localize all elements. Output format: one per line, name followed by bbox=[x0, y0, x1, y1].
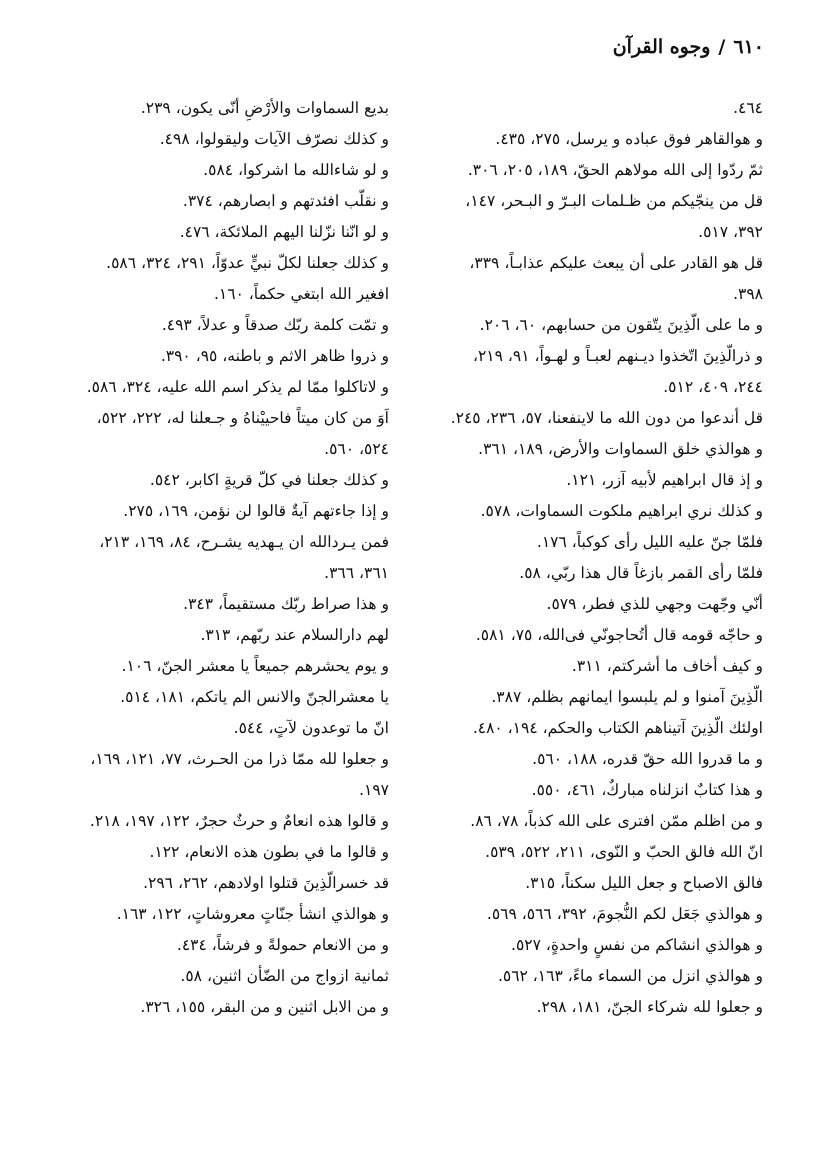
index-entry-line: و هوالذي خلق السماوات والأرض، ١٨٩، ٣٦١. bbox=[478, 440, 763, 458]
index-entry-line: و قالوا هذه انعامٌ و حرثٌ حجرٌ، ١٢٢، ١٩٧، ٢١٨. bbox=[89, 812, 389, 830]
index-entry-line: لهم دارالسلام عند ربّهم، ٣١٣. bbox=[200, 626, 389, 644]
index-entry-line: قد خسرالّذِينَ قتلوا اولادهم، ٢٦٢، ٢٩٦. bbox=[143, 874, 389, 892]
index-entry-line: فلمّا رأى القمر بازغاً قال هذا ربّي، ٥٨. bbox=[519, 564, 763, 582]
index-entry-line: ٣٦١، ٣٦٦. bbox=[324, 564, 389, 582]
index-entry-line: و إذا جاءتهم آيةٌ قالوا لن نؤمن، ١٦٩، ٢٧٥. bbox=[123, 502, 389, 520]
index-entry-line: فلمّا جنّ عليه الليل رأى كوكباً، ١٧٦. bbox=[536, 533, 763, 551]
index-entry-line: انّ الله فالق الحبّ و النّوى، ٢١١، ٥٢٢، ٥٣٩. bbox=[485, 843, 763, 861]
index-entry-line: و ما على الّذِينَ يتّقون من حسابهم، ٦٠، ٢٠٦. bbox=[479, 316, 763, 334]
index-entry-line: و قالوا ما في بطون هذه الانعام، ١٢٢. bbox=[149, 843, 389, 861]
index-entry-line: و هوالذي انزل من السماء ماءً، ١٦٣، ٥٦٢. bbox=[497, 967, 763, 985]
page-header bbox=[613, 36, 764, 58]
index-entry-line: و هوالذي انشاكم من نفسٍ واحدةٍ، ٥٢٧. bbox=[511, 936, 763, 954]
index-entry-line: ثمّ ردّوا إلى الله مولاهم الحقّ، ١٨٩، ٢٠٥، ٣٠٦. bbox=[467, 161, 763, 179]
index-entry-line: و كذلك جعلنا في كلّ قريةٍ اكابر، ٥٤٢. bbox=[149, 471, 389, 489]
right-column bbox=[395, 93, 763, 1023]
index-entry-line: قل أندعوا من دون الله ما لاينفعنا، ٥٧، ٢٣٦، ٢٤٥. bbox=[450, 409, 763, 427]
index-entry-line: و هذا صراط ربّك مستقيماً، ٣٤٣. bbox=[183, 595, 389, 613]
index-entry-line: و كذلك نري ابراهيم ملكوت السماوات، ٥٧٨. bbox=[480, 502, 763, 520]
index-entry-line: و تمّت كلمة ربّك صدقاً و عدلاً، ٤٩٣. bbox=[161, 316, 389, 334]
index-entry-line: و حاجّه قومه قال أتُحاجونّي فى‌الله، ٧٥، ٥٨١. bbox=[475, 626, 763, 644]
index-entry-line: و جعلوا لله شركاء الجنّ، ١٨١، ٢٩٨. bbox=[536, 998, 763, 1016]
index-entry-line: و لو انّنا نزّلنا اليهم الملائكة، ٤٧٦. bbox=[179, 223, 389, 241]
index-entry-line: قل من ينجّيكم من ظـلمات البـرّ و البـحر، ١٤٧، bbox=[465, 192, 763, 210]
index-entry-line: و هوالذي انشأ جنّاتٍ معروشاتٍ، ١٢٢، ١٦٣. bbox=[116, 905, 389, 923]
index-entry-line: و جعلوا لله ممّا ذرا من الحـرث، ٧٧، ١٢١، ١٦٩، bbox=[90, 750, 389, 768]
index-entry-line: و لو شاءالله ما اشركوا، ٥٨٤. bbox=[203, 161, 389, 179]
index-entry-line: و من الانعام حمولةً و فرشاً، ٤٣٤. bbox=[176, 936, 389, 954]
index-entry-line: و يوم يحشرهم جميعاً يا معشر الجنّ، ١٠٦. bbox=[121, 657, 389, 675]
index-entry-line: و هوالقاهر فوق عباده و يرسل، ٢٧٥، ٤٣٥. bbox=[495, 130, 763, 148]
book-title: وجوه القرآن bbox=[612, 36, 711, 58]
index-entry-line: بديع السماوات والأرْضِ أنّى يكون، ٢٣٩. bbox=[140, 99, 389, 117]
index-entry-line: و كيف أخاف ما أشركتم، ٣١١. bbox=[571, 657, 763, 675]
index-entry-line: و لاتاكلوا ممّا لم يذكر اسم الله عليه، ٣٢٤، ٥٨٦. bbox=[86, 378, 389, 396]
left-column bbox=[23, 93, 389, 1023]
index-entry-line: فالق الاصباح و جعل الليل سكناً، ٣١٥. bbox=[525, 874, 763, 892]
index-entry-line: اولئك الّذِينَ آتيناهم الكتاب والحكم، ١٩٤، ٤٨٠. bbox=[472, 719, 763, 737]
index-entry-line: الّذِينَ آمنوا و لم يلبسوا ايمانهم بظلم، ٣٨٧. bbox=[491, 688, 763, 706]
index-entry-line: انّ ما توعدون لآتٍ، ٥٤٤. bbox=[233, 719, 389, 737]
index-entry-line: ٥٢٤، ٥٦٠. bbox=[324, 440, 389, 458]
index-entry-line: قل هو القادر على أن يبعث عليكم عذابـاً، ٣٣٩، bbox=[469, 254, 763, 272]
index-entry-line: ١٩٧. bbox=[359, 781, 389, 799]
index-entry-line: و إذ قال ابراهيم لأبيه آزر، ١٢١. bbox=[566, 471, 763, 489]
index-entry-line: افغير الله ابتغي حكماً، ١٦٠. bbox=[213, 285, 389, 303]
index-entry-line: ٣٩٢، ٥١٧. bbox=[698, 223, 763, 241]
index-entry-line: و من الابل اثنين و من البقر، ١٥٥، ٣٢٦. bbox=[140, 998, 389, 1016]
index-entry-line: و من اظلم ممّن افترى على الله كذباً، ٧٨، ٨٦. bbox=[470, 812, 763, 830]
index-entry-line: ٢٤٤، ٤٠٩، ٥١٢. bbox=[663, 378, 763, 396]
index-entry-line: أنّي وجّهت وجهي للذي فطر، ٥٧٩. bbox=[546, 595, 763, 613]
index-entry-line: و ذروا ظاهر الاثم و باطنه، ٩٥، ٣٩٠. bbox=[160, 347, 389, 365]
index-entry-line: يا معشرالجنّ والانس الم ياتكم، ١٨١، ٥١٤. bbox=[120, 688, 389, 706]
page-number: ٦١٠ bbox=[733, 36, 764, 58]
index-entry-line: و ما قدروا الله حقّ قدره، ١٨٨، ٥٦٠. bbox=[532, 750, 763, 768]
index-entry-line: و كذلك نصرّف الآيات وليقولوا، ٤٩٨. bbox=[159, 130, 389, 148]
index-entry-line: و ذرالّذِينَ اتّخذوا ديـنهم لعبـاً و لهـواً، ٩١، ٢١٩، bbox=[472, 347, 763, 365]
index-entry-line: ٤٦٤. bbox=[733, 99, 763, 117]
index-entry-line: و نقلّب افئدتهم و ابصارهم، ٣٧٤. bbox=[182, 192, 389, 210]
index-entry-line: و هذا كتابٌ انزلناه مباركٌ، ٤٦١، ٥٥٠. bbox=[531, 781, 763, 799]
index-entry-line: و هوالذي جَعَل لكم النُّجومَ، ٣٩٢، ٥٦٦، ٥٦٩. bbox=[486, 905, 763, 923]
index-entry-line: ٣٩٨. bbox=[733, 285, 763, 303]
header-separator: / bbox=[718, 36, 726, 58]
index-entry-line: اَوَ من كان ميتاً فاحييْناهُ و جـعلنا له، ٢٢٢، ٥٢٢، bbox=[96, 409, 389, 427]
index-entry-line: فمن يـردالله ان يـهديه يشـرح، ٨٤، ١٦٩، ٢١٣، bbox=[99, 533, 389, 551]
index-entry-line: و كذلك جعلنا لكلّ نبيٍّ عدوّاً، ٢٩١، ٣٢٤، ٥٨٦. bbox=[106, 254, 389, 272]
index-entry-line: ثمانية ازواج من الضّأن اثنين، ٥٨. bbox=[180, 967, 389, 985]
